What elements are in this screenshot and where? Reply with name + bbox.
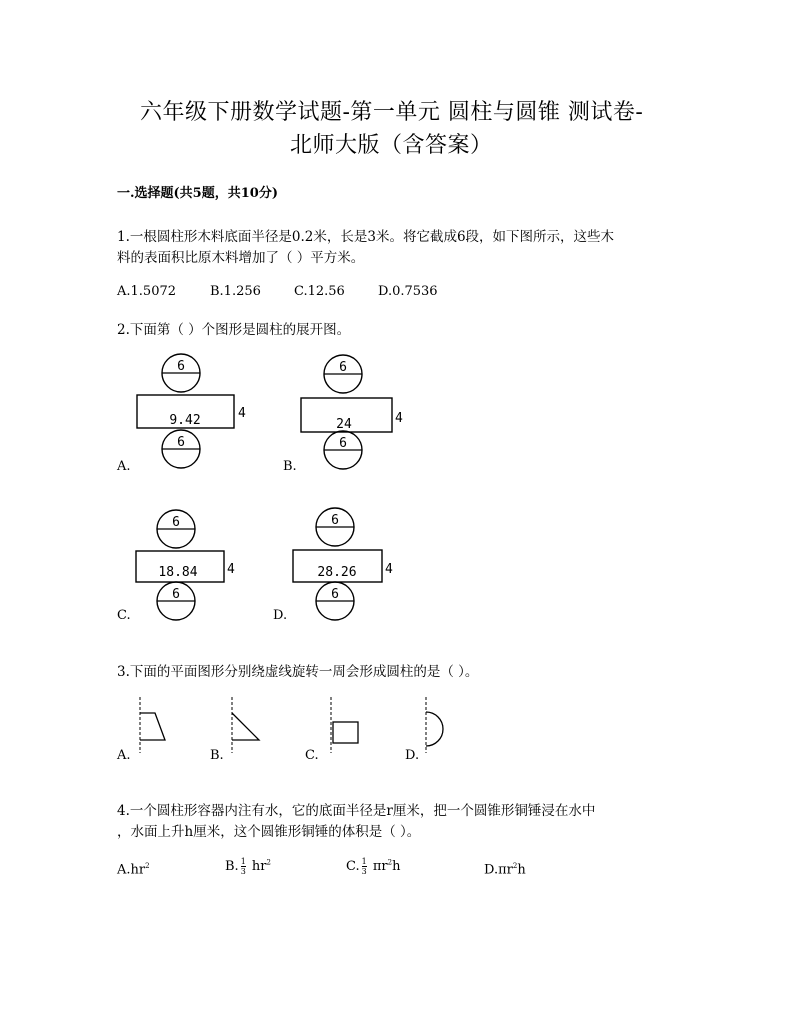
side-label: 4: [238, 406, 246, 421]
q1-option-d: D.0.7536: [378, 284, 438, 299]
q3-text: 3.下面的平面图形分别绕虚线旋转一周会形成圆柱的是（ ）。: [117, 664, 479, 680]
rect-label: 9.42: [169, 413, 201, 428]
q4-option-b: [225, 857, 271, 876]
top-circle-label: 6: [172, 515, 180, 530]
bottom-circle-label: 6: [177, 435, 185, 450]
section-heading: 一.选择题(共5题，共10分): [117, 186, 278, 201]
side-label: 4: [385, 562, 393, 577]
q4-text-line-1: 4.一个圆柱形容器内注有水，它的底面半径是r厘米，把一个圆锥形铜锤浸在水中: [117, 803, 596, 819]
bottom-circle-label: 6: [172, 587, 180, 602]
top-circle-label: 6: [177, 359, 185, 374]
q4-option-d-prefix: D.: [484, 862, 499, 878]
q2-label-a: A.: [117, 459, 131, 474]
q1-text-line-2: 料的表面积比原木料增加了（ ）平方米。: [117, 250, 365, 266]
triangle-shape: [232, 713, 259, 740]
rect-label: 28.26: [317, 565, 357, 580]
q1-option-a: A.1.5072: [117, 284, 177, 299]
q4-option-a-body: hr: [130, 862, 146, 878]
top-circle-label: 6: [331, 513, 339, 528]
q2-label-c: C.: [117, 608, 131, 623]
q4-option-c: [346, 857, 400, 876]
q4-option-b-exponent: 2: [266, 858, 271, 867]
q4-option-a-prefix: A.: [117, 862, 131, 878]
q4-option-c-prefix: C.: [346, 859, 360, 874]
q3-label-b: B.: [210, 748, 224, 763]
q4-option-b-body: hr: [251, 859, 267, 874]
fraction-numerator: 1: [240, 857, 246, 866]
bottom-circle-label: 6: [339, 436, 347, 451]
q2-text: 2.下面第（ ）个图形是圆柱的展开图。: [117, 322, 351, 338]
fraction-one-third: [241, 857, 246, 876]
top-circle-label: 6: [339, 360, 347, 375]
q4-text-line-2: ，水面上升h厘米，这个圆锥形铜锤的体积是（ ）。: [117, 824, 421, 840]
q4-option-b-prefix: B.: [225, 859, 239, 874]
q4-option-a: [117, 862, 150, 877]
rect-label: 24: [336, 417, 352, 432]
bottom-circle-label: 6: [331, 587, 339, 602]
q1-text-line-1: 1.一根圆柱形木料底面半径是0.2米，长是3米。将它截成6段，如下图所示，这些木: [117, 229, 615, 245]
q4-option-d-h: h: [517, 862, 526, 878]
q4-option-c-h: h: [392, 859, 401, 874]
q2-figure-d: [287, 503, 402, 628]
q2-figure-b: [295, 352, 410, 477]
q3-figure-b-triangle: [224, 695, 264, 755]
fraction-one-third: [362, 857, 367, 876]
fraction-denominator: 3: [361, 867, 367, 876]
side-label: 4: [395, 411, 403, 426]
fraction-denominator: 3: [240, 867, 246, 876]
q1-option-b: B.1.256: [210, 284, 261, 299]
q1-option-c: C.12.56: [294, 284, 345, 299]
title-line-1: 六年级下册数学试题-第一单元 圆柱与圆锥 测试卷-: [140, 100, 644, 125]
rectangle-shape: [333, 722, 358, 743]
q4-option-d-exponent: 2: [512, 862, 518, 870]
q3-label-c: C.: [305, 748, 319, 763]
fraction-numerator: 1: [361, 857, 367, 866]
q3-figure-d-semicircle: [417, 695, 457, 755]
q3-figure-c-rectangle: [322, 695, 367, 755]
q4-option-a-exponent: 2: [145, 862, 150, 870]
q3-figure-a-trapezoid: [132, 695, 172, 755]
q3-label-a: A.: [117, 748, 131, 763]
q2-label-b: B.: [283, 459, 297, 474]
q3-label-d: D.: [405, 748, 420, 763]
rect-label: 18.84: [158, 565, 198, 580]
side-label: 4: [227, 562, 235, 577]
q4-option-d: [484, 862, 526, 877]
q4-option-d-body: πr: [498, 862, 513, 878]
q2-label-d: D.: [273, 608, 288, 623]
q2-figure-c: [130, 503, 245, 628]
q2-figure-a: [130, 350, 245, 475]
q4-option-c-body: πr: [372, 859, 388, 874]
trapezoid-shape: [140, 713, 165, 740]
semicircle-shape: [426, 712, 443, 746]
title-line-2: 北师大版（含答案）: [290, 133, 493, 158]
q4-option-c-exponent: 2: [387, 858, 393, 867]
